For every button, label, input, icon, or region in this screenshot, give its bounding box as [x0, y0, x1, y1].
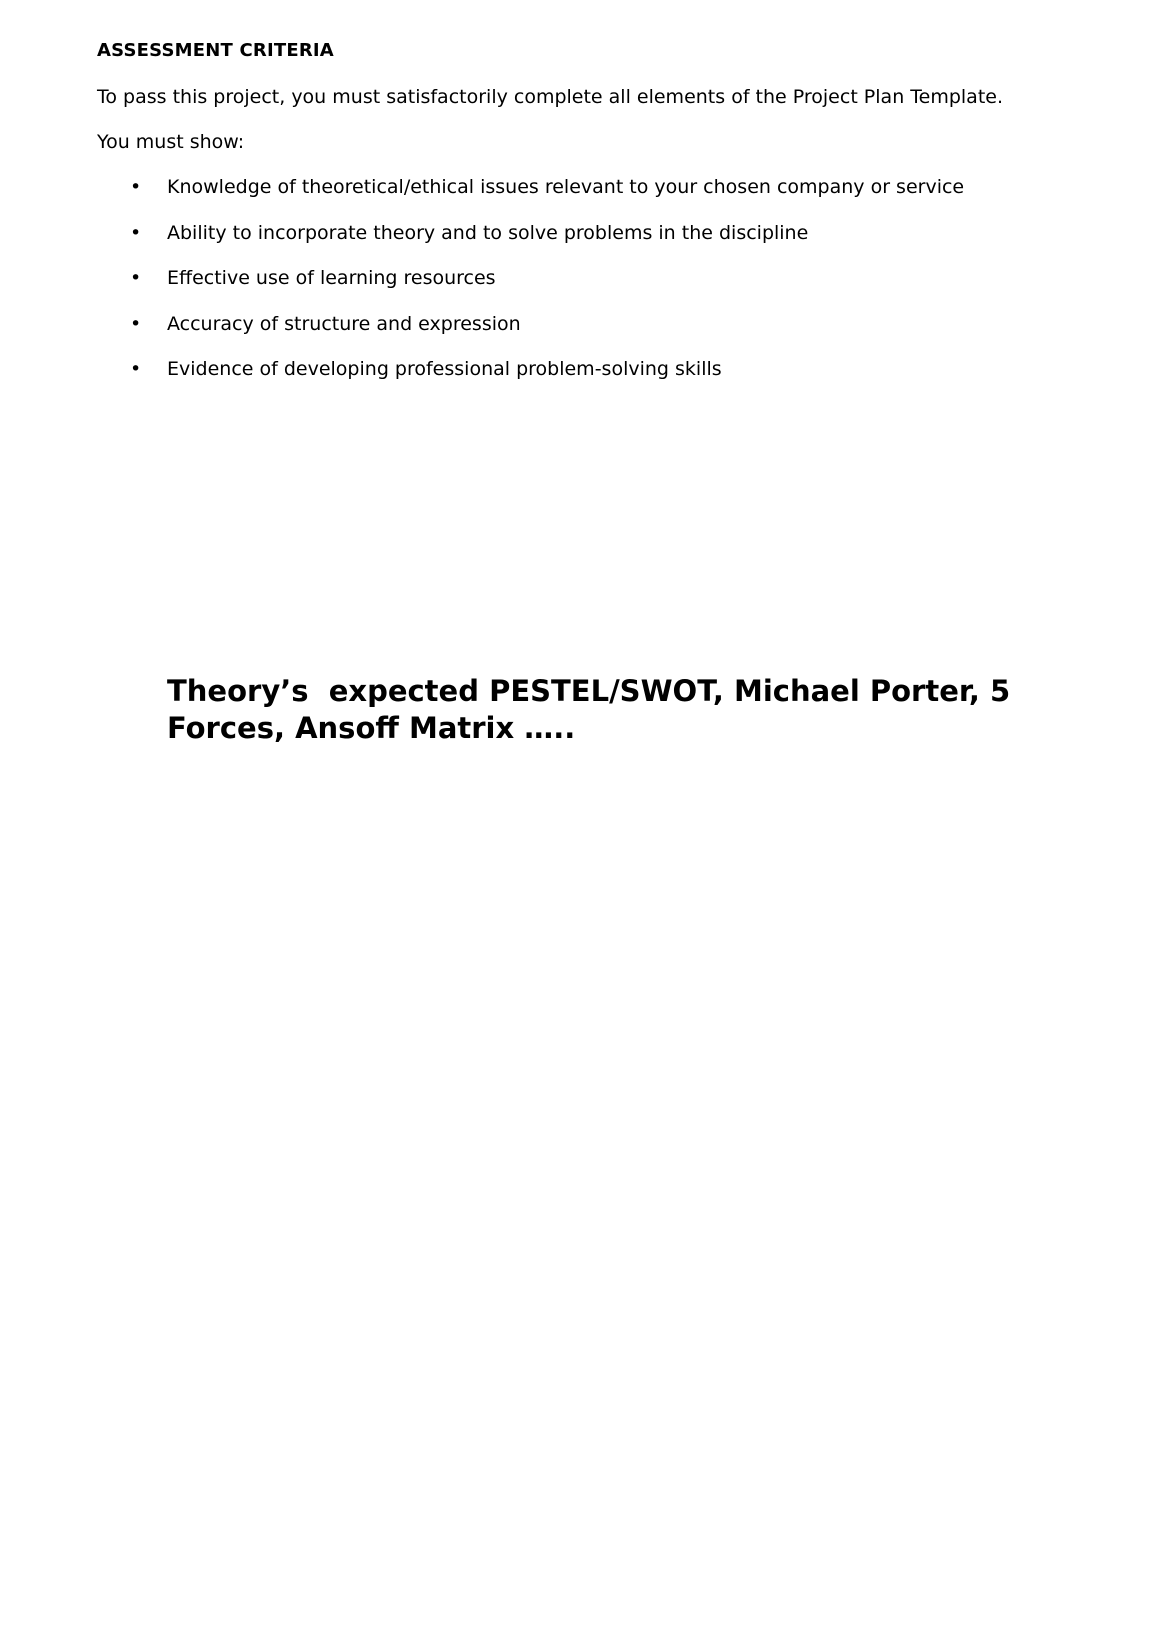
- bullet-icon: •: [130, 358, 142, 380]
- bullet-icon: •: [130, 267, 142, 289]
- theory-note: Theory’s expected PESTEL/SWOT, Michael Porter, 5 Forces, Ansoff Matrix …..: [167, 674, 1021, 745]
- intro-paragraph: To pass this project, you must satisfactorily complete all elements of the Project Plan Template.: [97, 86, 1004, 108]
- bullet-icon: •: [130, 222, 142, 244]
- lead-in-paragraph: You must show:: [97, 131, 245, 153]
- assessment-criteria-heading: ASSESSMENT CRITERIA: [97, 40, 334, 61]
- bullet-icon: •: [130, 313, 142, 335]
- criteria-text: Ability to incorporate theory and to solve problems in the discipline: [167, 222, 809, 244]
- bullet-icon: •: [130, 176, 142, 198]
- criteria-text: Evidence of developing professional problem-solving skills: [167, 358, 722, 380]
- criteria-text: Knowledge of theoretical/ethical issues relevant to your chosen company or service: [167, 176, 965, 198]
- criteria-text: Accuracy of structure and expression: [167, 313, 521, 335]
- criteria-text: Effective use of learning resources: [167, 267, 496, 289]
